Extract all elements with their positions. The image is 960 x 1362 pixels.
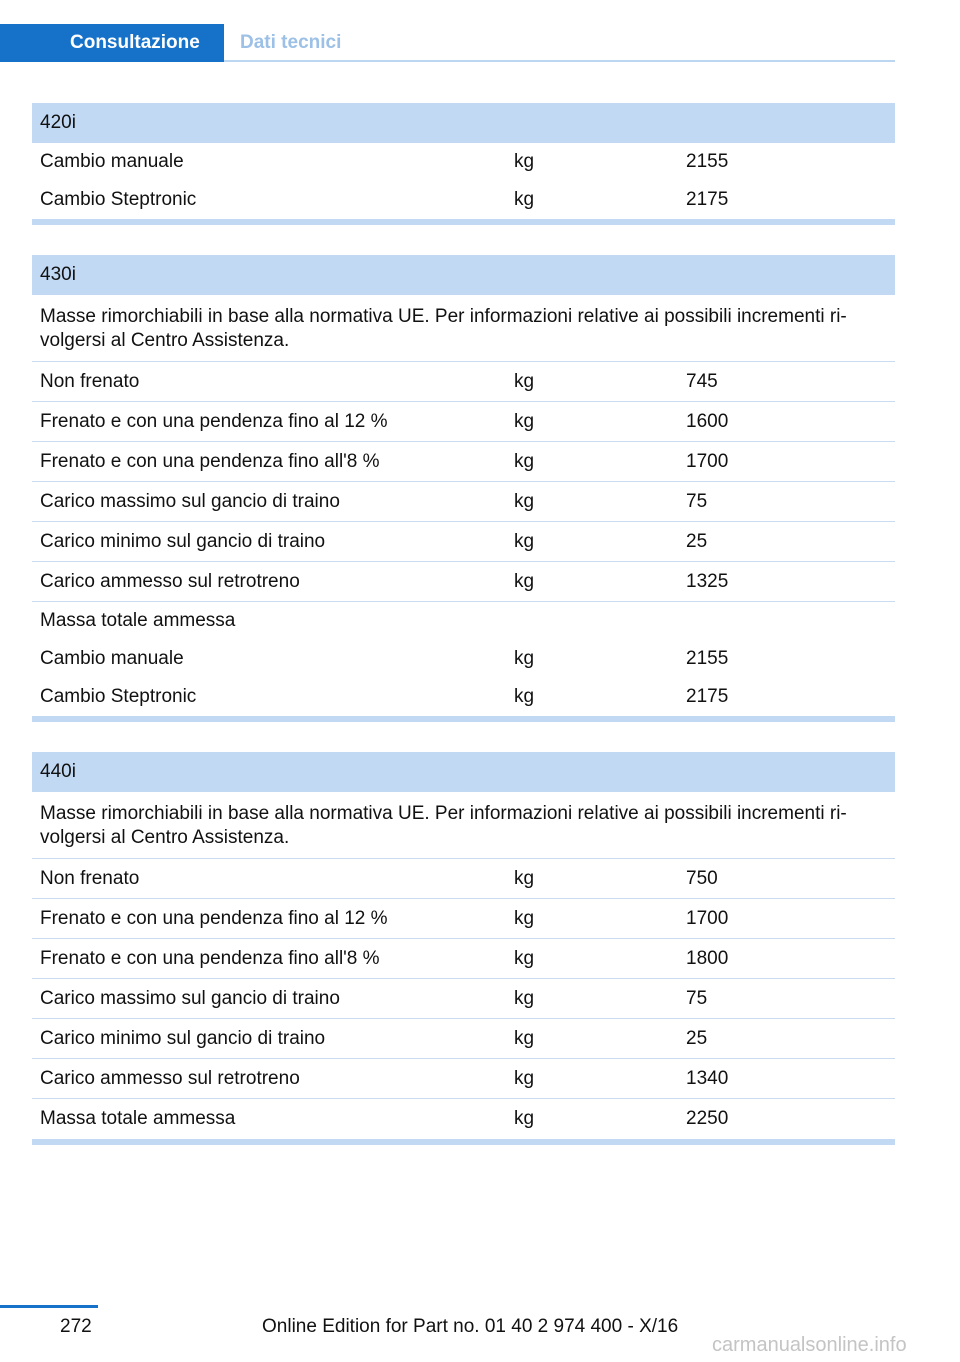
row-value: 2155 [686,151,729,172]
table-420i [32,103,895,225]
table-end-rule [32,716,895,722]
row-value: 2175 [686,686,729,707]
row-label: Cambio Steptronic [40,189,197,210]
row-unit: kg [514,908,535,929]
table-row [32,562,895,602]
row-value: 1325 [686,571,729,592]
note-line: Masse rimorchiabili in base alla normativa UE. Per informazioni relative ai possibili incrementi ri- [40,306,847,327]
row-unit: kg [514,491,535,512]
note-line: Masse rimorchiabili in base alla normativa UE. Per informazioni relative ai possibili incrementi ri- [40,803,847,824]
table-row [32,602,895,640]
row-unit: kg [514,1028,535,1049]
table-row [32,522,895,562]
row-label: Cambio manuale [40,648,184,669]
table-row [32,402,895,442]
row-label: Carico ammesso sul retrotreno [40,571,300,592]
table-row [32,1099,895,1139]
row-unit: kg [514,1108,535,1129]
row-value: 1600 [686,411,729,432]
table-row [32,1019,895,1059]
tab-dati-tecnici[interactable]: Dati tecnici [240,32,342,53]
row-value: 2175 [686,189,729,210]
page-number: 272 [60,1316,92,1337]
row-unit: kg [514,151,535,172]
row-value: 1700 [686,451,729,472]
row-value: 2155 [686,648,729,669]
table-title: 430i [32,255,895,295]
note-line: volgersi al Centro Assistenza. [40,827,290,848]
table-row [32,362,895,402]
table-row [32,979,895,1019]
row-label: Cambio Steptronic [40,686,197,707]
table-row [32,899,895,939]
table-440i [32,752,895,1145]
table-row [32,678,895,716]
table-title: 420i [32,103,895,143]
row-label: Non frenato [40,868,140,889]
row-unit: kg [514,686,535,707]
note-line: volgersi al Centro Assistenza. [40,330,290,351]
row-label: Carico minimo sul gancio di traino [40,1028,326,1049]
row-label: Frenato e con una pendenza fino al 12 % [40,908,388,929]
row-unit: kg [514,948,535,969]
row-label: Cambio manuale [40,151,184,172]
table-title: 440i [32,752,895,792]
row-value: 75 [686,988,708,1009]
row-value: 75 [686,491,708,512]
table-430i [32,255,895,722]
table-row [32,143,895,181]
watermark[interactable]: carmanualsonline.info [712,1334,907,1356]
row-unit: kg [514,571,535,592]
row-unit: kg [514,988,535,1009]
table-row [32,181,895,219]
table-note [32,295,895,362]
page-header [0,24,960,64]
table-note [32,792,895,859]
table-row [32,1059,895,1099]
row-label: Non frenato [40,371,140,392]
header-divider [224,60,895,62]
row-label: Carico massimo sul gancio di traino [40,988,340,1009]
table-end-rule [32,1139,895,1145]
table-row [32,859,895,899]
row-value: 745 [686,371,718,392]
row-unit: kg [514,531,535,552]
row-label: Massa totale ammessa [40,610,236,631]
row-label: Frenato e con una pendenza fino all'8 % [40,948,380,969]
table-row [32,939,895,979]
row-unit: kg [514,648,535,669]
table-row [32,640,895,678]
row-label: Frenato e con una pendenza fino all'8 % [40,451,380,472]
row-unit: kg [514,868,535,889]
row-unit: kg [514,451,535,472]
row-value: 1340 [686,1068,729,1089]
row-value: 25 [686,531,708,552]
tab-consultazione[interactable]: Consultazione [0,24,224,62]
row-unit: kg [514,371,535,392]
row-label: Carico massimo sul gancio di traino [40,491,340,512]
edition-info: Online Edition for Part no. 01 40 2 974 400 - X/16 [262,1316,679,1337]
row-label: Massa totale ammessa [40,1108,236,1129]
row-value: 25 [686,1028,708,1049]
row-value: 2250 [686,1108,729,1129]
row-label: Carico minimo sul gancio di traino [40,531,326,552]
table-row [32,482,895,522]
table-end-rule [32,219,895,225]
row-unit: kg [514,189,535,210]
row-unit: kg [514,1068,535,1089]
row-value: 1800 [686,948,729,969]
row-unit: kg [514,411,535,432]
table-row [32,442,895,482]
row-label: Frenato e con una pendenza fino al 12 % [40,411,388,432]
row-label: Carico ammesso sul retrotreno [40,1068,300,1089]
row-value: 750 [686,868,718,889]
row-value: 1700 [686,908,729,929]
footer-rule [0,1305,98,1308]
